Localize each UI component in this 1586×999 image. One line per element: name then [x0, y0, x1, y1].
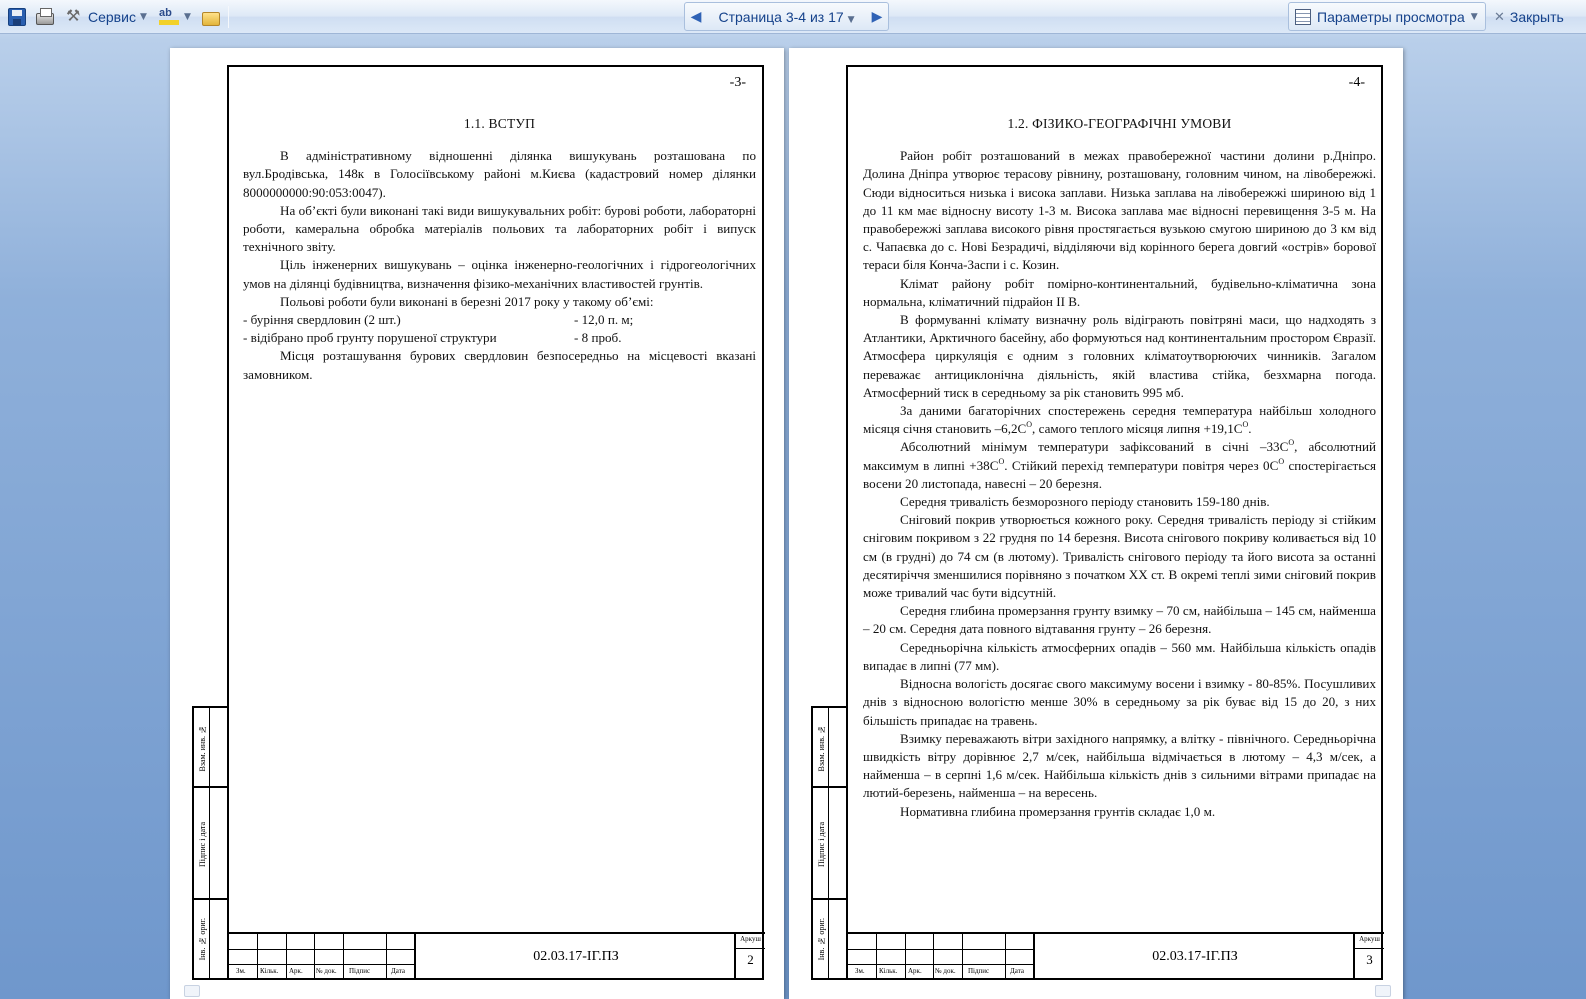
close-label: Закрыть — [1509, 9, 1564, 25]
work-item-label: - буріння свердловин (2 шт.) — [243, 312, 401, 328]
previous-page-button[interactable] — [685, 3, 707, 30]
paragraph: Нормативна глибина промерзання грунтів складає 1,0 м. — [900, 803, 1216, 819]
next-page-button[interactable] — [866, 3, 888, 30]
side-stamp-column — [192, 706, 229, 980]
side-label-signature-date: Підпис і дата — [198, 821, 207, 867]
view-parameters-button[interactable] — [1288, 2, 1486, 31]
chevron-down-icon: ▼ — [847, 14, 855, 25]
title-block — [228, 932, 765, 979]
close-icon: ✕ — [1494, 9, 1505, 25]
save-button[interactable] — [4, 5, 30, 29]
absolute-temperature-paragraph: Абсолютний мінімум температури зафіксований в січні $-33С^О$, абсолютний максимум в липні $+38С^О$. Стійкий перехід температури повітря через $0С^О$ спостерігається восени 20 листопада, навесні – 20 березня. — [863, 438, 1377, 491]
spelling-button[interactable] — [154, 5, 195, 29]
paragraph: На об’єкті були виконані такі види вишукувальних робіт: бурові роботи, лабораторні роботи, камеральна обробка матеріалів польових та лабораторних робіт і випуск технічного звіту. — [243, 202, 756, 255]
sheet-number: 2 — [747, 952, 754, 967]
chevron-down-icon: ▼ — [139, 12, 147, 22]
page-content — [863, 115, 1376, 821]
page-frame — [227, 65, 764, 980]
print-icon — [36, 13, 54, 25]
paragraph: Район робіт розташований в межах правобережної частини долини р.Дніпро. Долина Дніпра утворює терасову рівнину, розташовану, головним чином, на лівобережжі. Сюди відноситься низька і висока заплави. Низька заплава на лівобережжі шириною від 1 до 11 км має відносну висоту 1-3 м. Висока заплава має відносні перевищення 3-5 м. На правобережжі заплава високого рівня простягається вузькою смугою шириною до 3 км від с. Чапаєвка до с. Нові Безрадичі, відділяючи від корінного берега довгий «острів» борової тераси біля Конча-Заспи і с. Козин. — [863, 148, 1376, 273]
title-block — [847, 932, 1384, 979]
work-item-value: - 8 проб. — [574, 330, 622, 346]
side-label-original-inv: Інв. № ориг. — [198, 917, 207, 961]
section-heading: 1.1. ВСТУП — [463, 116, 536, 131]
paragraph: Клімат району робіт помірно-континентальний, будівельно-кліматична зона нормальна, кліматичний підрайон II В. — [863, 275, 1376, 309]
side-stamp-column — [811, 706, 848, 980]
revision-column-labels: Зм. Кільк. Арк. № док. Підпис Дата — [236, 967, 405, 975]
side-label-replacement-inv: Взам. инв. № — [817, 724, 826, 772]
paragraph: Польові роботи були виконані в березні 2017 року у такому об’ємі: — [280, 293, 654, 309]
chevron-down-icon: ▼ — [1470, 11, 1478, 22]
paragraph: В формуванні клімату визначну роль відіграють повітряні маси, що надходять з Атлантики, Арктичного басейну, або формуються над континентальним простором Євразії. Атмосфера циркуляція є одним з головних кліматоутворюючих чинників. Загалом переважає антициклонічна діяльність, якій властива стійка, безхмарна погода. Атмосферний тиск в середньому за рік становить 995 мб. — [863, 312, 1376, 400]
revision-column-labels: Зм. Кільк. Арк. № док. Підпис Дата — [855, 967, 1024, 975]
chevron-down-icon: ▼ — [184, 12, 191, 22]
paragraph: Сніговий покрив утворюється кожного року. Середня тривалість періоду зі стійким сніговим покривом з 22 грудня по 14 березня. Висота снігового покриву коливається від 10 см (в грудні) до 74 см (в лютому). Тривалість снігового періоду та його висота за останні десятиріччя зменшилися порівняно з початком XX ст. В окремі теплі зими сніговий покрив може тривалий час бути відсутній. — [863, 512, 1376, 601]
document-code: 02.03.17-ІГ.ПЗ — [1152, 948, 1238, 964]
page-frame — [846, 65, 1383, 980]
toolbar-separator — [228, 6, 229, 28]
side-label-original-inv: Інв. № ориг. — [817, 917, 826, 961]
paragraph: Середньорічна кількість атмосферних опадів – 560 мм. Найбільша кількість опадів випадає в липні (77 мм). — [863, 639, 1376, 673]
paragraph: Місця розташування бурових свердловин безпосередньо на місцевості вказані замовником. — [243, 348, 756, 382]
sheet-box — [734, 934, 765, 979]
open-folder-button[interactable] — [198, 5, 224, 29]
revision-grid — [847, 934, 1035, 979]
tools-icon — [66, 8, 84, 26]
view-parameters-label: Параметры просмотра — [1317, 8, 1465, 25]
work-item — [243, 329, 756, 347]
document-page-3 — [170, 48, 784, 999]
paragraph: Середня глибина промерзання грунту взимку – 70 см, найбільша – 145 см, найменша – 20 см. Середня дата повного відтавання грунту – 26 березня. — [863, 603, 1376, 637]
paragraph: Взимку переважають вітри західного напрямку, а влітку - північного. Середньорічна швидкість вітру дорівнює 2,7 м/сек, найбільша відмічається в лютому – 4,3 м/сек, а найменша – в серпні 1,6 м/сек. Найбільша кількість днів з сильними вітрами припадає на лютий-березень, найменша – на вересень. — [863, 730, 1376, 801]
document-page-4 — [789, 48, 1403, 999]
revision-grid — [228, 934, 416, 979]
page-corner-marker — [1375, 985, 1391, 997]
sheet-label: Аркуш — [1355, 935, 1384, 949]
arrow-left-icon: ◀ — [690, 8, 702, 25]
sheet-number: 3 — [1366, 952, 1373, 967]
work-item-value: - 12,0 п. м; — [574, 312, 634, 328]
service-menu-button[interactable] — [62, 5, 151, 29]
page-content — [243, 115, 756, 384]
paragraph: Відносна вологість досягає свого максимуму восени і взимку - 80-85%. Посушливих днів з відносною вологістю менше 30% в середньому за рік буває від 15 до 20, з них більшість припадає на травень. — [863, 676, 1376, 728]
page-corner-marker — [184, 985, 200, 997]
service-label: Сервис — [88, 9, 136, 25]
document-code: 02.03.17-ІГ.ПЗ — [533, 948, 619, 964]
page-number: -3- — [729, 75, 746, 90]
sheet-label: Аркуш — [736, 935, 765, 949]
page-selector[interactable] — [707, 9, 866, 25]
temperature-paragraph: За даними багаторічних спостережень середня температура найбільш холодного місяця січня становить $-6,2С^О$, самого теплого місяця липня $+19,1С^О$. — [863, 403, 1376, 437]
paragraph: Ціль інженерних вишукувань – оцінка інженерно-геологічних і гідрогеологічних умов на ділянці будівництва, визначення фізико-механічних властивостей грунтів. — [243, 257, 756, 291]
folder-icon — [202, 12, 220, 26]
print-preview-toolbar — [0, 0, 1586, 34]
print-button[interactable] — [32, 5, 58, 29]
sheet-box — [1353, 934, 1384, 979]
work-item — [243, 311, 756, 329]
page-indicator-label: Страница 3-4 из 17 — [718, 8, 844, 25]
page-number: -4- — [1348, 75, 1365, 90]
close-preview-button[interactable] — [1494, 5, 1564, 29]
save-icon — [8, 8, 26, 26]
view-options-icon — [1295, 9, 1311, 25]
spelling-icon — [158, 8, 180, 26]
paragraph: В адміністративному відношенні ділянка вишукувань розташована по вул.Бродівська, 148к в Голосіївському районі м.Києва (кадастровий номер ділянки 8000000000:90:053:0047). — [243, 148, 756, 200]
page-navigator — [684, 2, 889, 31]
arrow-right-icon: ▶ — [871, 8, 883, 25]
side-label-signature-date: Підпис і дата — [817, 821, 826, 867]
work-item-label: - відібрано проб грунту порушеної структури — [243, 330, 497, 346]
paragraph: Середня тривалість безморозного періоду становить 159-180 днів. — [900, 494, 1270, 510]
section-heading: 1.2. ФІЗИКО-ГЕОГРАФІЧНІ УМОВИ — [1007, 116, 1232, 131]
side-label-replacement-inv: Взам. инв. № — [198, 724, 207, 772]
